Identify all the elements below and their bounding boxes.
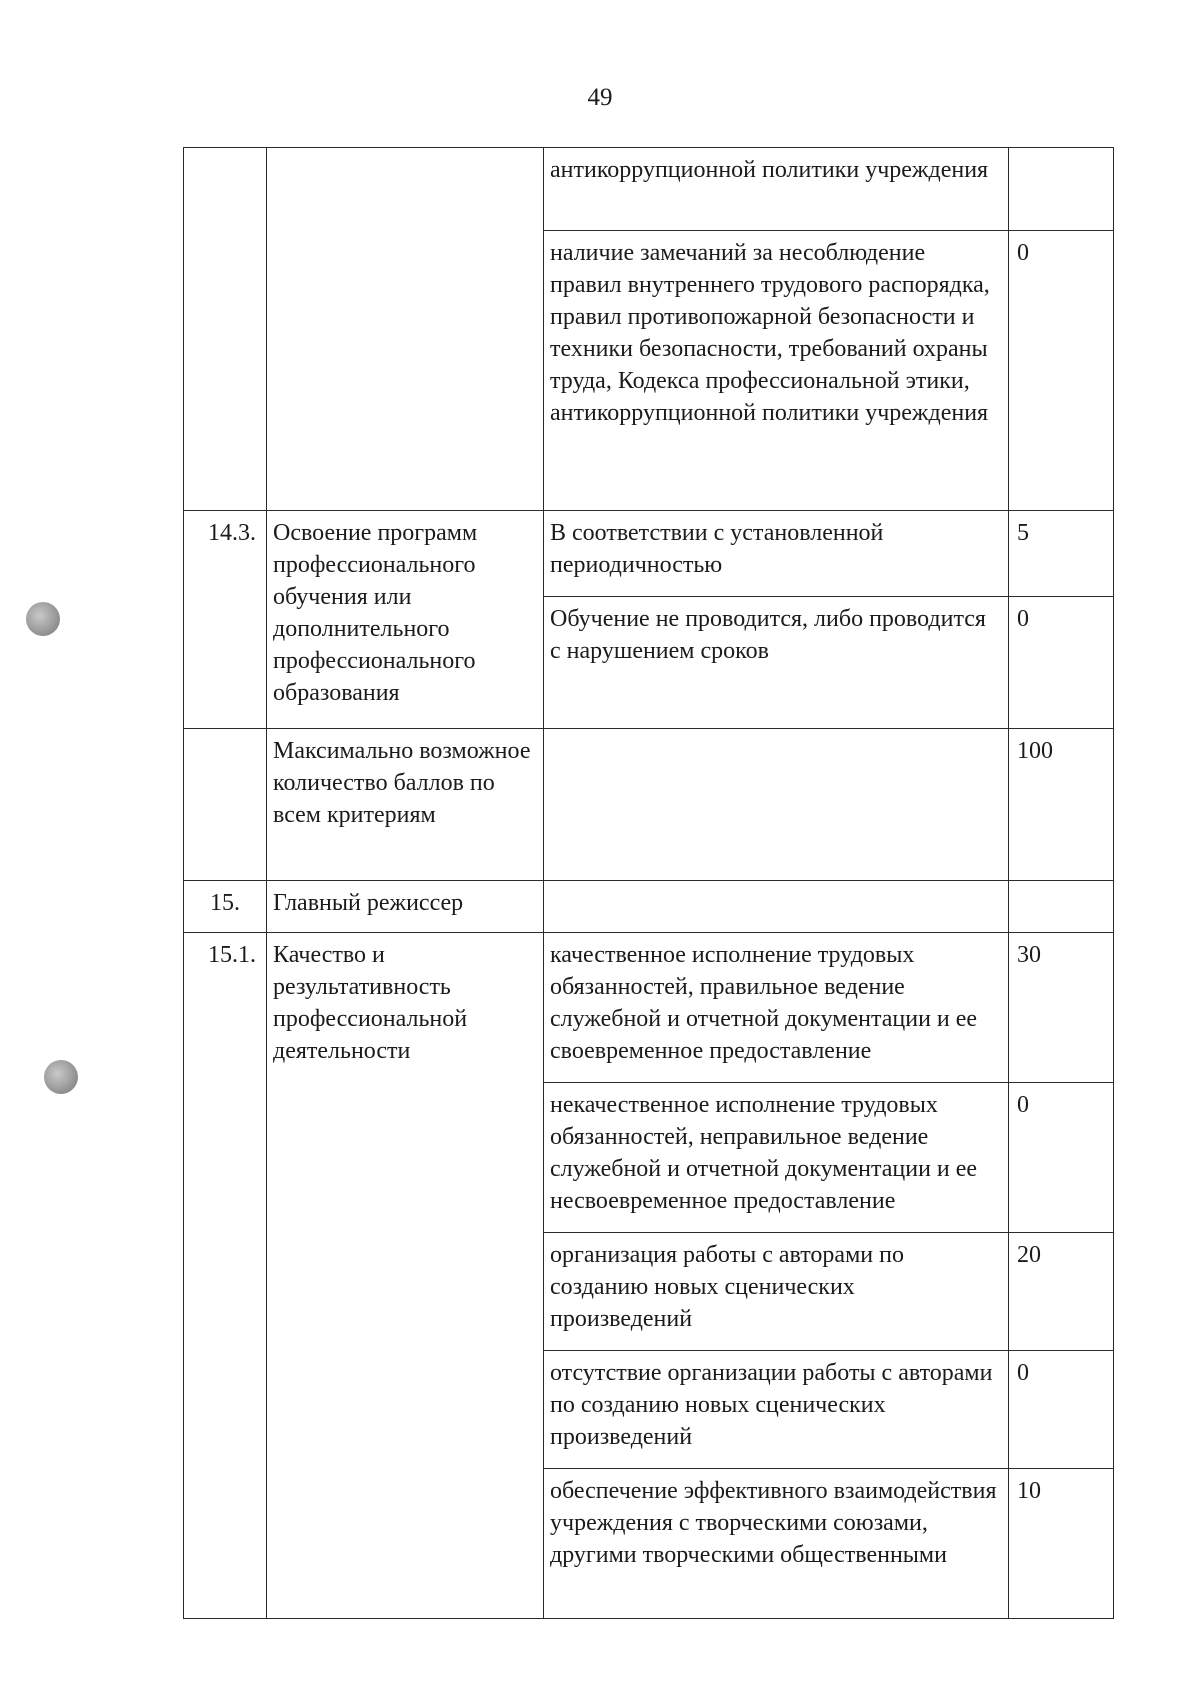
condition-cell: качественное исполнение трудовых обязанностей, правильное ведение служебной и отчетной документации и ее своевременное предоставление	[544, 933, 1009, 1083]
score-cell	[1009, 881, 1114, 933]
punch-hole	[44, 1060, 78, 1094]
number-cell: 14.3.	[184, 511, 267, 729]
number-cell: 15.1.	[184, 933, 267, 1619]
score-cell	[1009, 148, 1114, 231]
criterion-cell: Качество и результативность профессиональной деятельности	[267, 933, 544, 1619]
score-cell: 0	[1009, 1083, 1114, 1233]
page-number: 49	[587, 84, 613, 111]
condition-cell: отсутствие организации работы с авторами по созданию новых сценических произведений	[544, 1351, 1009, 1469]
condition-cell: обеспечение эффективного взаимодействия учреждения с творческими союзами, другими творческими общественными	[544, 1469, 1009, 1619]
condition-cell: наличие замечаний за несоблюдение правил внутреннего трудового распорядка, правил противопожарной безопасности и техники безопасности, требований охраны труда, Кодекса профессиональной этики, антикоррупционной политики учреждения	[544, 231, 1009, 511]
condition-cell	[544, 881, 1009, 933]
score-cell: 30	[1009, 933, 1114, 1083]
number-cell	[184, 148, 267, 511]
criteria-table	[183, 147, 1114, 1619]
number-cell	[184, 729, 267, 881]
condition-cell: некачественное исполнение трудовых обязанностей, неправильное ведение служебной и отчетной документации и ее несвоевременное предоставление	[544, 1083, 1009, 1233]
table-row	[184, 729, 1114, 881]
table-row	[184, 511, 1114, 597]
table-row	[184, 933, 1114, 1083]
condition-cell: организация работы с авторами по созданию новых сценических произведений	[544, 1233, 1009, 1351]
criterion-cell	[267, 148, 544, 511]
score-cell: 0	[1009, 231, 1114, 511]
score-cell: 0	[1009, 597, 1114, 729]
score-cell: 100	[1009, 729, 1114, 881]
table-row	[184, 148, 1114, 231]
score-cell: 10	[1009, 1469, 1114, 1619]
condition-cell: Обучение не проводится, либо проводится с нарушением сроков	[544, 597, 1009, 729]
criterion-cell: Главный режиссер	[267, 881, 544, 933]
score-cell: 20	[1009, 1233, 1114, 1351]
number-cell: 15.	[184, 881, 267, 933]
criterion-cell: Максимально возможное количество баллов по всем критериям	[267, 729, 544, 881]
score-cell: 0	[1009, 1351, 1114, 1469]
condition-cell	[544, 729, 1009, 881]
criterion-cell: Освоение программ профессионального обучения или дополнительного профессионального образования	[267, 511, 544, 729]
table-row	[184, 881, 1114, 933]
punch-hole	[26, 602, 60, 636]
condition-cell: антикоррупционной политики учреждения	[544, 148, 1009, 231]
score-cell: 5	[1009, 511, 1114, 597]
condition-cell: В соответствии с установленной периодичностью	[544, 511, 1009, 597]
